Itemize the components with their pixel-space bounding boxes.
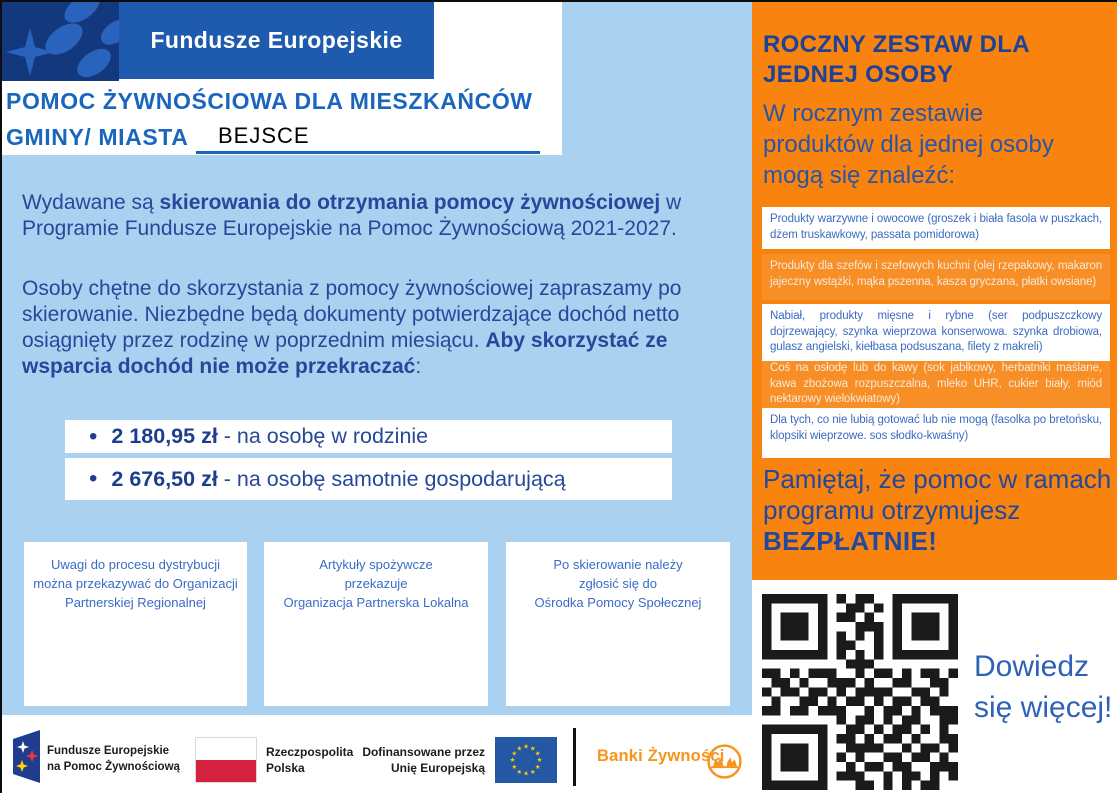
city-blank-line bbox=[196, 118, 540, 154]
product-box-ready-meals: Dla tych, co nie lubią gotować lub nie mogą (fasolka po bretońsku, klopsiki wieprzowe. sos słodko-kwaśny) bbox=[762, 408, 1110, 458]
eligibility-line1: Osoby chętne do skorzystania z pomocy żywnościowej zapraszamy po bbox=[22, 277, 682, 300]
eligibility-line2: skierowanie. Niezbędne będą dokumenty potwierdzające dochód netto bbox=[22, 303, 680, 326]
left-border bbox=[0, 0, 2, 793]
fe-program-label bbox=[47, 744, 180, 775]
svg-text:★: ★ bbox=[509, 756, 516, 765]
svg-text:★: ★ bbox=[534, 749, 541, 758]
intro-bold: skierowania do otrzymania pomocy żywnościowej bbox=[159, 191, 661, 214]
fe-label-line: na Pomoc Żywnościową bbox=[47, 760, 180, 773]
intro-line: produktów dla jednej osoby bbox=[763, 131, 1054, 158]
learn-line: się więcej! bbox=[974, 691, 1113, 724]
intro-paragraph bbox=[22, 190, 737, 242]
fe-label-line: Fundusze Europejskie bbox=[47, 745, 170, 757]
svg-text:★: ★ bbox=[516, 767, 523, 776]
brand-banner bbox=[119, 2, 434, 79]
product-box-sweet-coffee: Coś na osłodę lub do kawy (sok jabłkowy, herbatniki maślane, kawa zbożowa rozpuszczalna, mleko UHR, cukier biały, miód nektarowy wielokwiatowy) bbox=[762, 356, 1110, 413]
reminder-line: programu otrzymujesz bbox=[763, 495, 1021, 525]
intro-line: W rocznym zestawie bbox=[763, 100, 984, 127]
amount-desc: - na osobę samotnie gospodarującą bbox=[217, 466, 566, 491]
intro-text: Wydawane są bbox=[22, 191, 160, 214]
svg-text:★: ★ bbox=[511, 749, 518, 758]
eu-label-line: Dofinansowane przez bbox=[362, 745, 485, 759]
svg-text:★: ★ bbox=[523, 769, 529, 778]
amount-value: 2 180,95 zł bbox=[111, 424, 218, 448]
amount-value: 2 676,50 zł bbox=[111, 466, 218, 491]
amount-desc: - na osobę w rodzinie bbox=[217, 424, 429, 448]
svg-text:★: ★ bbox=[529, 744, 536, 753]
poland-label-line: Polska bbox=[266, 761, 305, 775]
page-title-line1: POMOC ŻYWNOŚCIOWA DLA MIESZKAŃCÓW bbox=[6, 88, 533, 114]
eligibility-line3: osiągnięty przez rodzinę w poprzednim miesiącu. bbox=[22, 329, 486, 352]
qr-code bbox=[762, 594, 958, 790]
eligibility-paragraph bbox=[22, 276, 737, 380]
svg-text:★: ★ bbox=[523, 742, 529, 751]
fe-stars-logo-icon bbox=[2, 2, 119, 81]
eu-label-line: Unię Europejską bbox=[390, 761, 485, 775]
info-line: Artykuły spożywcze bbox=[319, 557, 433, 572]
info-box-referral bbox=[506, 542, 730, 706]
annual-set-heading bbox=[763, 30, 1030, 90]
product-box-vegetables: Produkty warzywne i owocowe (groszek i biała fasola w puszkach, dżem truskawkowy, passata pomidorowa) bbox=[762, 207, 1110, 249]
info-box-groceries bbox=[264, 542, 488, 706]
footer-divider bbox=[573, 728, 576, 786]
bullet-icon: • bbox=[89, 465, 98, 492]
fe-flag-logo-icon bbox=[13, 730, 40, 783]
city-name: BEJSCE bbox=[218, 123, 310, 148]
svg-text:★: ★ bbox=[529, 767, 536, 776]
intro-line2: Programie Fundusze Europejskie na Pomoc Żywnościową 2021-2027. bbox=[22, 217, 677, 240]
poland-label bbox=[266, 744, 353, 776]
hens-circle-logo-icon bbox=[706, 743, 743, 780]
info-line: przekazuje bbox=[344, 576, 408, 591]
svg-text:★: ★ bbox=[516, 744, 523, 753]
eligibility-bold1: Aby skorzystać ze bbox=[485, 329, 668, 352]
info-line: zgłosić się do bbox=[578, 576, 658, 591]
svg-text:★: ★ bbox=[511, 762, 518, 771]
info-line: Uwagi do procesu dystrybucji bbox=[50, 557, 221, 572]
free-of-charge-note bbox=[763, 464, 1111, 557]
poland-label-line: Rzeczpospolita bbox=[266, 745, 354, 759]
bullet-icon: • bbox=[89, 422, 98, 450]
product-box-chefs: Produkty dla szefów i szefowych kuchni (olej rzepakowy, makaron jajeczny wstążki, mąka pszenna, kasza gryczana, płatki owsiane) bbox=[762, 254, 1110, 300]
product-box-dairy-meat: Nabiał, produkty mięsne i rybne (ser podpuszczkowy dojrzewający, szynka wieprzowa konserwowa. szynka drobiowa, gulasz angielski, kiełbasa podsuszana, filety z makreli) bbox=[762, 304, 1110, 361]
page-title-line2-label: GMINY/ MIASTA bbox=[6, 124, 189, 150]
eu-funding-label bbox=[358, 744, 485, 776]
intro-line: mogą się znaleźć: bbox=[763, 162, 956, 189]
income-limit-family bbox=[65, 420, 672, 453]
info-line: Po skierowanie należy bbox=[553, 557, 683, 572]
income-limit-single bbox=[65, 458, 672, 500]
intro-text2: w bbox=[660, 191, 682, 214]
info-line: Ośrodka Pomocy Społecznej bbox=[534, 595, 702, 610]
learn-more-text bbox=[974, 646, 1112, 728]
info-box-remarks bbox=[24, 542, 247, 706]
heading-line: JEDNEJ OSOBY bbox=[763, 61, 954, 88]
brand-title: Fundusze Europejskie bbox=[150, 27, 403, 53]
annual-set-intro bbox=[763, 98, 1054, 191]
reminder-line: Pamiętaj, że pomoc w ramach bbox=[763, 464, 1112, 494]
eligibility-colon: : bbox=[415, 355, 422, 378]
eligibility-bold2: wsparcia dochód nie może przekraczać bbox=[22, 355, 416, 378]
info-line: można przekazywać do Organizacji bbox=[33, 576, 238, 591]
svg-text:★: ★ bbox=[534, 762, 541, 771]
info-line: Partnerskiej Regionalnej bbox=[65, 595, 206, 610]
heading-line: ROCZNY ZESTAW DLA bbox=[763, 31, 1030, 58]
svg-text:★: ★ bbox=[536, 756, 543, 765]
eu-flag-icon bbox=[495, 737, 557, 783]
poland-flag-icon bbox=[195, 737, 257, 783]
info-line: Organizacja Partnerska Lokalna bbox=[283, 595, 469, 610]
reminder-bold: BEZPŁATNIE! bbox=[763, 526, 938, 556]
food-banks-label: Banki Żywności bbox=[597, 747, 725, 765]
learn-line: Dowiedz bbox=[974, 650, 1090, 683]
